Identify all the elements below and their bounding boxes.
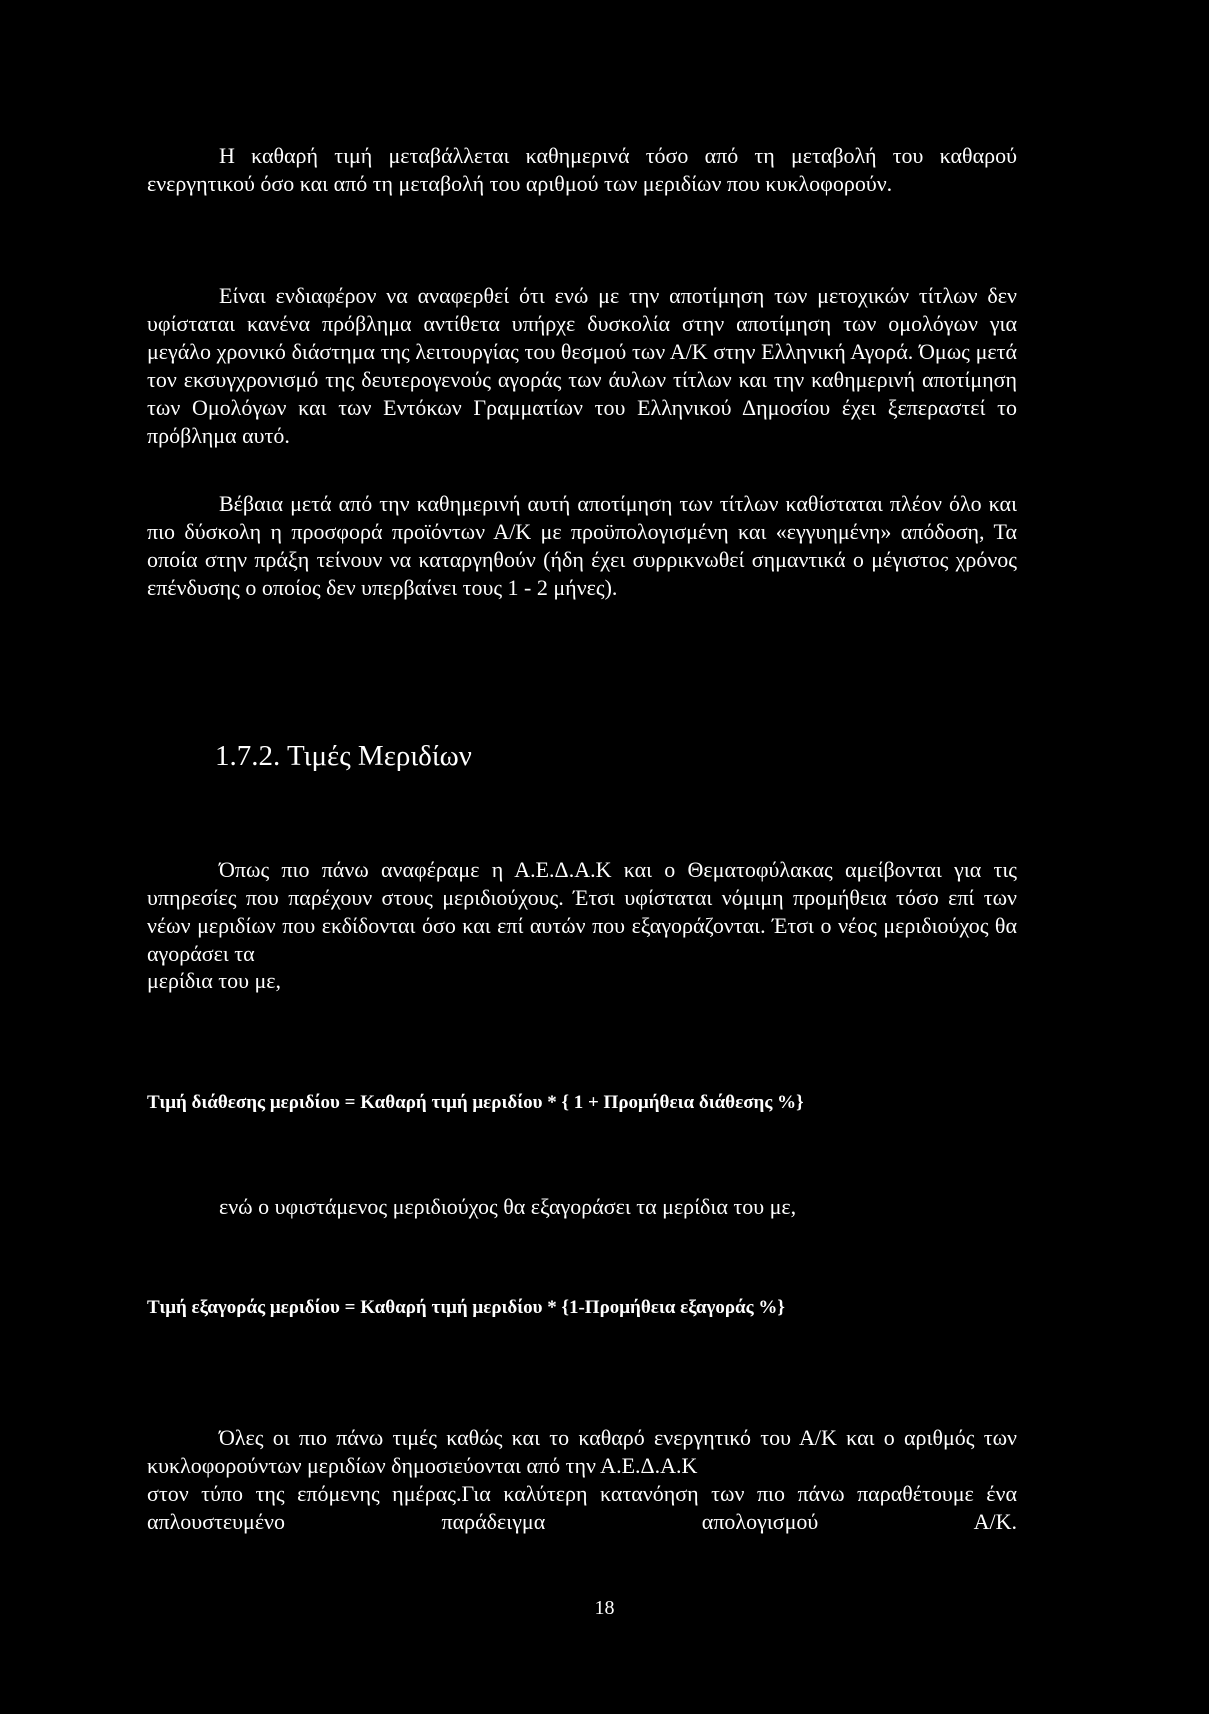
paragraph-bond-valuation: Είναι ενδιαφέρον να αναφερθεί ότι ενώ με την αποτίμηση των μετοχικών τίτλων δεν υφίσταται κανένα πρόβλημα αντίθετα υπήρχε δυσκολία στην αποτίμηση των ομολόγων για μεγάλο χρονικό διάστημα της λειτουργίας του θεσμού των Α/Κ στην Ελληνική Αγορά. Όμως μετά τον εκσυγχρονισμό της δευτερογενούς αγοράς των άυλων τίτλων και την καθημερινή αποτίμηση των Ομολόγων και των Εντόκων Γραμματίων του Ελληνικού Δημοσίου έχει ξεπεραστεί το πρόβλημα αυτό. xyxy=(147,283,1017,448)
purchase-price-formula: Τιμή διάθεσης μεριδίου = Καθαρή τιμή μεριδίου * { 1 + Προμήθεια διάθεσης %} xyxy=(147,1092,804,1113)
paragraph-publication: Όλες οι πιο πάνω τιμές καθώς και το καθαρό ενεργητικό του Α/Κ και ο αριθμός των κυκλοφορούντων μεριδίων δημοσιεύονται από την Α.Ε.Δ.Α.Κ xyxy=(147,1425,1017,1478)
paragraph-guaranteed-return: Βέβαια μετά από την καθημερινή αυτή αποτίμηση των τίτλων καθίσταται πλέον όλο και πιο δύσκολη η προσφορά προϊόντων Α/Κ με προϋπολογισμένη και «εγγυημένη» απόδοση, Τα οποία στην πράξη τείνουν να καταργηθούν (ήδη έχει συρρικνωθεί σημαντικά ο μέγιστος χρόνος επένδυσης ο οποίος δεν υπερβαίνει τους 1 - 2 μήνες). xyxy=(147,491,1017,600)
section-heading: 1.7.2. Τιμές Μεριδίων xyxy=(215,740,472,772)
redemption-price-formula: Τιμή εξαγοράς μεριδίου = Καθαρή τιμή μεριδίου * {1-Προμήθεια εξαγοράς %} xyxy=(147,1297,785,1318)
paragraph-publication-end: στον τύπο της επόμενης ημέρας.Για καλύτερη κατανόηση των πιο πάνω παραθέτουμε ένα απλουστευμένο παράδειγμα απολογισμού Α/Κ. xyxy=(147,1481,1017,1534)
paragraph-commission: Όπως πιο πάνω αναφέραμε η Α.Ε.Δ.Α.Κ και ο Θεματοφύλακας αμείβονται για τις υπηρεσίες που παρέχουν στους μεριδιούχους. Έτσι υφίσταται νόμιμη προμήθεια τόσο επί των νέων μεριδίων που εκδίδονται όσο και επί αυτών που εξαγοράζονται. Έτσι ο νέος μεριδιούχος θα αγοράσει τα xyxy=(147,857,1017,966)
paragraph-redemption-intro: ενώ ο υφιστάμενος μεριδιούχος θα εξαγοράσει τα μερίδια του με, xyxy=(219,1194,797,1219)
paragraph-commission-end: μερίδια του με, xyxy=(147,968,282,993)
page-number: 18 xyxy=(594,1597,615,1619)
paragraph-net-price-change: Η καθαρή τιμή μεταβάλλεται καθημερινά τόσο από τη μεταβολή του καθαρού ενεργητικού όσο και από τη μεταβολή του αριθμού των μεριδίων που κυκλοφορούν. xyxy=(147,143,1017,196)
